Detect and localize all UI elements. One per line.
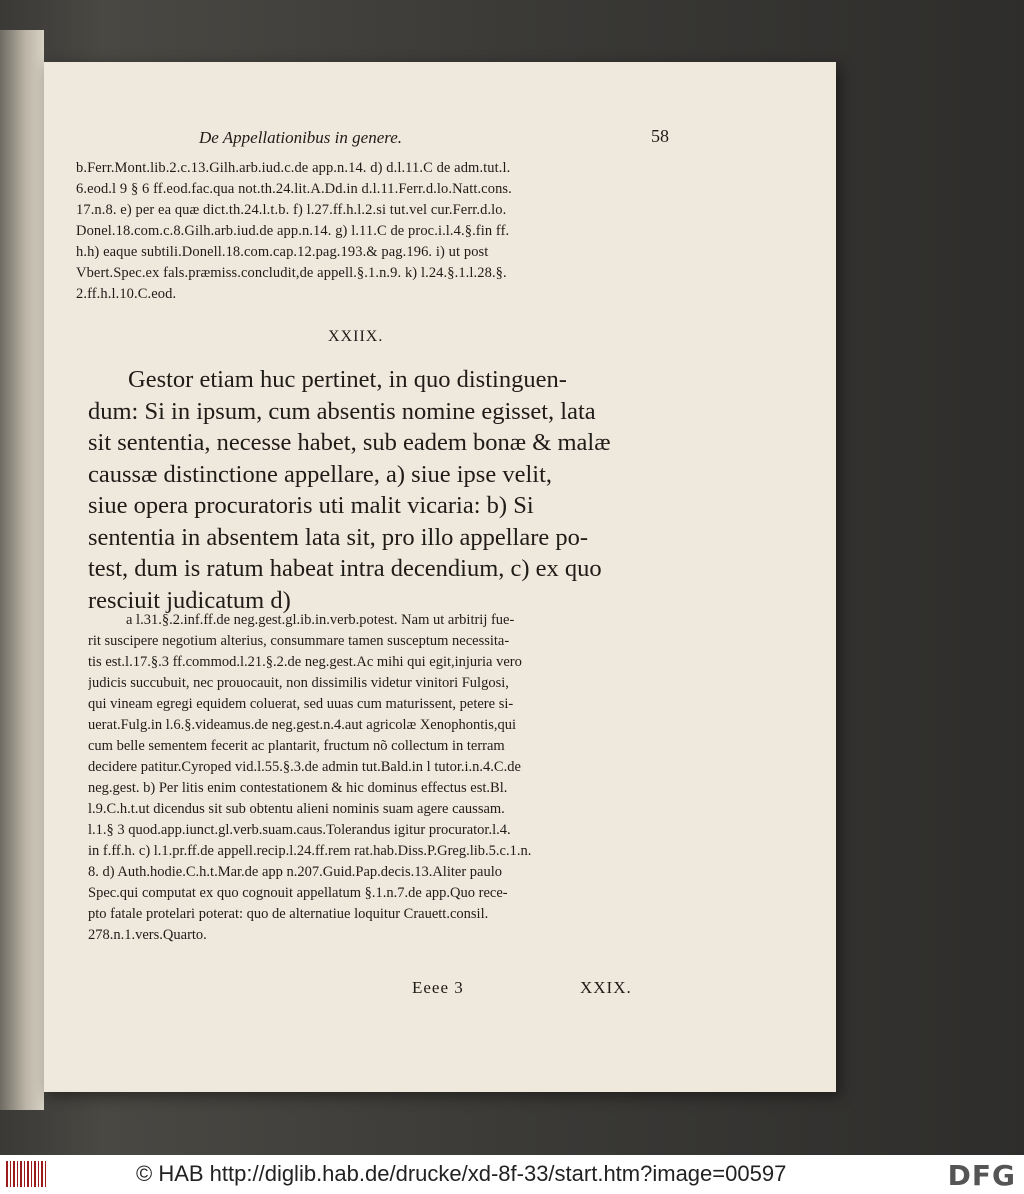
catchword: XXIX.	[580, 978, 632, 997]
section-heading: XXIIX.	[328, 328, 384, 345]
signature-mark: Eeee 3	[412, 978, 464, 997]
note-line: Spec.qui computat ex quo cognouit appellatum §.1.n.7.de app.Quo rece-	[88, 885, 508, 901]
note-line: judicis succubuit, nec prouocauit, non dissimilis videtur vinitori Fulgosi,	[88, 675, 509, 691]
note-line: a l.31.§.2.inf.ff.de neg.gest.gl.ib.in.verb.potest. Nam ut arbitrij fue-	[126, 612, 515, 628]
text-line: sit sententia, necesse habet, sub eadem bonæ & malæ	[88, 429, 611, 456]
note-line: uerat.Fulg.in l.6.§.videamus.de neg.gest.n.4.aut agricolæ Xenophontis,qui	[88, 717, 517, 733]
note-line: rit suscipere negotium alterius, consummare tamen susceptum necessita-	[88, 633, 510, 649]
top-footnotes	[76, 158, 646, 305]
note-line: 6.eod.l 9 § 6 ff.eod.fac.qua not.th.24.lit.A.Dd.in d.l.11.Ferr.d.lo.Natt.cons.	[76, 181, 512, 197]
text-line: siue opera procuratoris uti malit vicaria: b) Si	[88, 492, 534, 519]
source-link[interactable]: © HAB http://diglib.hab.de/drucke/xd-8f-33/start.htm?image=00597	[136, 1161, 787, 1186]
note-line: qui vineam egregi equidem coluerat, sed uuas cum maturissent, petere si-	[88, 696, 514, 712]
dfg-logo: DFG	[947, 1159, 1016, 1192]
note-line: neg.gest. b) Per litis enim contestationem & hic dominus effectus est.Bl.	[88, 780, 508, 796]
running-head	[199, 128, 669, 152]
page-number: 58	[651, 126, 669, 146]
text-line: resciuit judicatum d)	[88, 586, 291, 614]
note-line: tis est.l.17.§.3 ff.commod.l.21.§.2.de neg.gest.Ac mihi qui egit,injuria vero	[88, 654, 522, 670]
note-line: pto fatale protelari poterat: quo de alternatiue loquitur Crauett.consil.	[88, 906, 489, 922]
barcode-icon	[6, 1161, 46, 1187]
note-line: l.1.§ 3 quod.app.iunct.gl.verb.suam.caus.Tolerandus igitur procurator.l.4.	[88, 822, 511, 838]
text-line: dum: Si in ipsum, cum absentis nomine egisset, lata	[88, 397, 596, 425]
note-line: 2.ff.h.l.10.C.eod.	[76, 286, 177, 302]
text-line: sententia in absentem lata sit, pro illo appellare po-	[88, 523, 589, 551]
note-line: 278.n.1.vers.Quarto.	[88, 927, 207, 943]
note-line: Donel.18.com.c.8.Gilh.arb.iud.de app.n.14. g) l.11.C de proc.i.l.4.§.fin ff.	[76, 223, 510, 239]
running-head-title: De Appellationibus in genere.	[199, 128, 403, 147]
note-line: decidere patitur.Cyroped vid.l.55.§.3.de admin tut.Bald.in l tutor.i.n.4.C.de	[88, 759, 521, 775]
book-page	[44, 62, 836, 1092]
note-line: h.h) eaque subtili.Donell.18.com.cap.12.pag.193.& pag.196. i) ut post	[76, 244, 489, 260]
note-line: cum belle sementem fecerit ac plantarit, fructum nõ collectum in terram	[88, 738, 505, 754]
text-line: caussæ distinctione appellare, a) siue ipse velit,	[88, 460, 553, 488]
note-line: Vbert.Spec.ex fals.præmiss.concludit,de appell.§.1.n.9. k) l.24.§.1.l.28.§.	[76, 265, 507, 281]
note-line: b.Ferr.Mont.lib.2.c.13.Gilh.arb.iud.c.de app.n.14. d) d.l.11.C de adm.tut.l.	[76, 160, 511, 176]
text-line: test, dum is ratum habeat intra decendium, c) ex quo	[88, 555, 602, 582]
note-line: 17.n.8. e) per ea quæ dict.th.24.l.t.b. f) l.27.ff.h.l.2.si tut.vel cur.Ferr.d.lo.	[76, 202, 507, 218]
previous-page-edge	[0, 30, 44, 1110]
main-text	[88, 364, 644, 616]
note-line: l.9.C.h.t.ut dicendus sit sub obtentu alieni nominis suam agere caussam.	[88, 801, 505, 817]
note-line: 8. d) Auth.hodie.C.h.t.Mar.de app n.207.Guid.Pap.decis.13.Aliter paulo	[88, 864, 503, 880]
note-line: in f.ff.h. c) l.1.pr.ff.de appell.recip.l.24.ff.rem rat.hab.Diss.P.Greg.lib.5.c.1.n.	[88, 843, 532, 859]
text-line: Gestor etiam huc pertinet, in quo distinguen-	[128, 366, 567, 393]
viewer-footer	[0, 1155, 1024, 1194]
bottom-footnotes	[88, 610, 644, 946]
